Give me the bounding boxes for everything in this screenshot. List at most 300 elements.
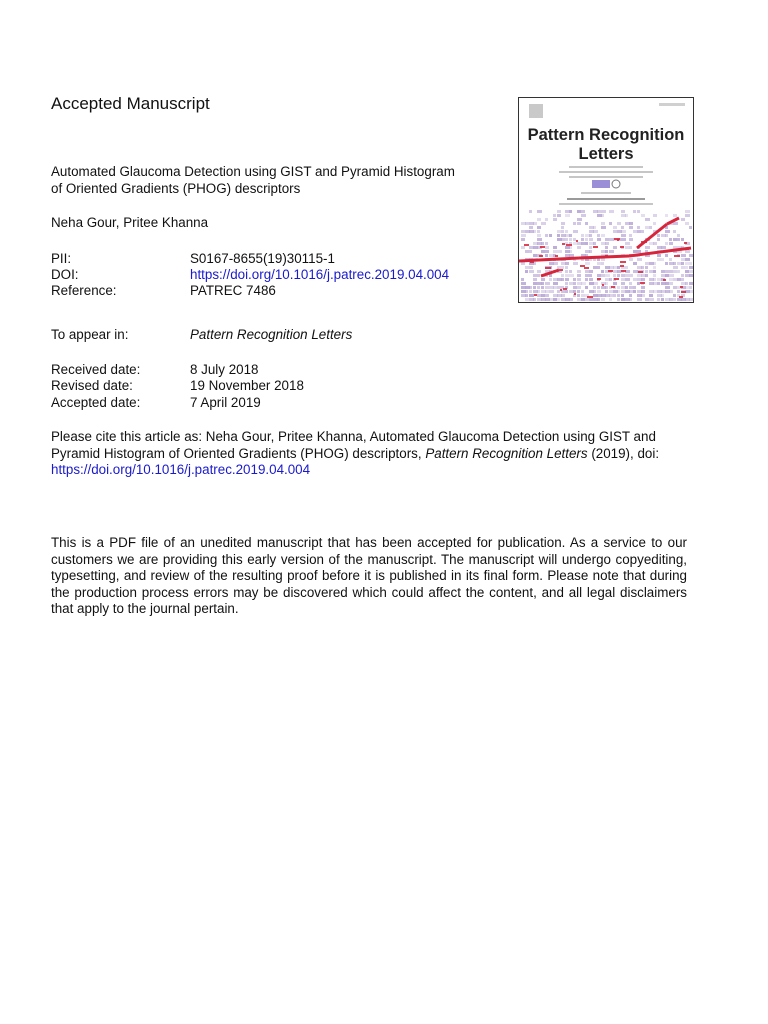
cover-red-speck xyxy=(602,284,604,286)
cover-pattern-cell xyxy=(585,298,589,301)
received-date-label: Received date: xyxy=(51,362,141,377)
cover-pattern-cell xyxy=(653,262,656,265)
cover-pattern-cell xyxy=(521,278,524,281)
cover-red-speck xyxy=(679,296,683,298)
cover-red-speck xyxy=(621,270,626,272)
cover-pattern-cell xyxy=(681,218,685,221)
cover-pattern-cell xyxy=(673,230,676,233)
cover-pattern-cell xyxy=(525,222,529,225)
cover-pattern-cell xyxy=(549,234,552,237)
cover-red-speck xyxy=(640,282,645,284)
cover-red-speck xyxy=(614,278,619,280)
cover-pattern-cell xyxy=(645,266,648,269)
cover-pattern-cell xyxy=(641,286,645,289)
cover-pattern-cell xyxy=(625,242,630,245)
reference-label: Reference: xyxy=(51,283,117,298)
cover-pattern-cell xyxy=(545,294,549,297)
cover-pattern-cell xyxy=(661,270,665,273)
cover-pattern-cell xyxy=(633,210,636,213)
cover-pattern-cell xyxy=(521,230,525,233)
cover-pattern-cell xyxy=(565,270,568,273)
cover-pattern-cell xyxy=(581,282,586,285)
cover-pattern-cell xyxy=(577,286,581,289)
cover-pattern-cell xyxy=(585,262,590,265)
cover-pattern-cell xyxy=(569,246,572,249)
journal-cover-image xyxy=(518,97,694,303)
cover-red-speck xyxy=(620,246,624,248)
cover-pattern-cell xyxy=(653,290,657,293)
cover-pattern-cell xyxy=(645,298,649,301)
cover-pattern-cell xyxy=(653,278,656,281)
cover-pattern-cell xyxy=(573,282,576,285)
cover-red-speck xyxy=(605,255,608,257)
pii-value: S0167-8655(19)30115-1 xyxy=(190,251,335,266)
cover-pattern-cell xyxy=(629,234,632,237)
cover-pattern-cell xyxy=(537,274,540,277)
cover-pattern-cell xyxy=(569,282,573,285)
cover-pattern-cell xyxy=(613,282,617,285)
cover-red-speck xyxy=(562,243,565,245)
cover-pattern-cell xyxy=(633,278,637,281)
cover-pattern-cell xyxy=(685,210,690,213)
cover-pattern-cell xyxy=(593,242,596,245)
cover-pattern-cell xyxy=(525,298,529,301)
cover-red-stroke xyxy=(579,256,629,258)
cover-red-speck xyxy=(620,265,624,267)
cover-pattern-cell xyxy=(545,242,548,245)
cover-pattern-cell xyxy=(677,270,680,273)
cover-pattern-cell xyxy=(533,222,537,225)
cover-pattern-cell xyxy=(677,234,680,237)
cover-pattern-cell xyxy=(581,214,586,217)
society-logo-ring xyxy=(612,180,620,188)
cover-pattern-cell xyxy=(629,258,633,261)
reference-row xyxy=(51,283,511,300)
cover-pattern-cell xyxy=(681,258,685,261)
cover-pattern-cell xyxy=(637,250,641,253)
cover-pattern-cell xyxy=(553,214,556,217)
cover-pattern-cell xyxy=(577,278,581,281)
cover-pattern-cell xyxy=(689,266,693,269)
cover-pattern-art xyxy=(519,210,693,301)
cover-pattern-cell xyxy=(593,286,596,289)
cover-red-speck xyxy=(563,288,567,290)
cover-pattern-cell xyxy=(569,254,574,257)
cover-pattern-cell xyxy=(569,210,572,213)
cover-pattern-cell xyxy=(661,246,666,249)
cover-pattern-cell xyxy=(577,294,580,297)
cover-pattern-cell xyxy=(573,290,576,293)
doi-row xyxy=(51,267,511,284)
cover-pattern-cell xyxy=(581,290,584,293)
cover-pattern-cell xyxy=(669,298,673,301)
cover-pattern-cell xyxy=(585,278,588,281)
cover-pattern-cell xyxy=(621,234,626,237)
cover-pattern-cell xyxy=(577,290,580,293)
cover-pattern-cell xyxy=(529,250,532,253)
cover-pattern-cell xyxy=(565,290,568,293)
cover-pattern-cell xyxy=(569,250,572,253)
cover-pattern-cell xyxy=(589,246,592,249)
cover-pattern-cell xyxy=(653,266,656,269)
cover-pattern-cell xyxy=(553,286,557,289)
cover-pattern-cell xyxy=(629,246,632,249)
cover-pattern-cell xyxy=(585,270,589,273)
cover-pattern-cell xyxy=(541,286,544,289)
cover-pattern-cell xyxy=(537,210,542,213)
cover-pattern-cell xyxy=(545,282,550,285)
cover-red-speck xyxy=(574,293,576,295)
cover-pattern-cell xyxy=(573,242,577,245)
cover-pattern-cell xyxy=(621,278,625,281)
cover-pattern-cell xyxy=(609,250,614,253)
cover-red-speck xyxy=(681,291,686,293)
cover-pattern-cell xyxy=(605,274,610,277)
cover-pattern-cell xyxy=(673,270,677,273)
cover-pattern-cell xyxy=(601,274,605,277)
cover-pattern-cell xyxy=(529,210,532,213)
cover-pattern-cell xyxy=(649,270,653,273)
cover-pattern-cell xyxy=(553,246,557,249)
cover-pattern-cell xyxy=(589,270,593,273)
cover-pattern-cell xyxy=(529,294,534,297)
cover-pattern-cell xyxy=(609,278,612,281)
cover-pattern-cell xyxy=(537,226,541,229)
cover-pattern-cell xyxy=(665,286,670,289)
cover-pattern-cell xyxy=(541,242,544,245)
cover-pattern-cell xyxy=(545,254,548,257)
cover-pattern-cell xyxy=(685,214,690,217)
cover-pattern-cell xyxy=(561,230,564,233)
cover-red-speck xyxy=(684,242,687,244)
cover-pattern-cell xyxy=(545,250,549,253)
cover-pattern-cell xyxy=(533,230,536,233)
cover-red-speck xyxy=(580,265,585,267)
cover-pattern-cell xyxy=(629,294,632,297)
cover-pattern-cell xyxy=(565,230,568,233)
cover-red-speck xyxy=(597,278,601,280)
cover-pattern-cell xyxy=(657,298,660,301)
cover-pattern-cell xyxy=(669,242,673,245)
cover-pattern-cell xyxy=(645,246,650,249)
cover-pattern-cell xyxy=(681,274,684,277)
cover-pattern-cell xyxy=(521,282,526,285)
cover-pattern-cell xyxy=(673,294,676,297)
cover-pattern-cell xyxy=(581,298,585,301)
cover-pattern-cell xyxy=(653,274,656,277)
cover-red-speck xyxy=(576,240,578,242)
cover-pattern-cell xyxy=(673,262,676,265)
accepted-manuscript-heading: Accepted Manuscript xyxy=(51,94,210,113)
cover-pattern-cell xyxy=(565,274,569,277)
citation-text: Please cite this article as: Neha Gour, Pritee Khanna, Automated Glaucoma Detection using GIST and Pyramid Histogram of Oriented Gradients (PHOG) descriptors, xyxy=(51,429,656,461)
cover-pattern-cell xyxy=(573,278,576,281)
cover-pattern-cell xyxy=(637,282,640,285)
cover-pattern-cell xyxy=(617,286,620,289)
cover-pattern-cell xyxy=(613,230,617,233)
article-title-line-1: Automated Glaucoma Detection using GIST and Pyramid Histogram xyxy=(51,164,455,179)
accepted-date-value: 7 April 2019 xyxy=(190,395,261,410)
cover-pattern-cell xyxy=(601,234,605,237)
cover-pattern-cell xyxy=(541,250,545,253)
cover-pattern-cell xyxy=(609,210,614,213)
cover-journal-title-line-1: Pattern Recognition xyxy=(527,126,685,144)
cover-red-speck xyxy=(560,289,562,291)
cover-pattern-cell xyxy=(669,258,672,261)
cover-red-speck xyxy=(566,244,572,246)
disclaimer-paragraph: This is a PDF file of an unedited manuscript that has been accepted for publication. As a service to our customers we are providing this early version of the manuscript. The manuscript will undergo copyediting, typesetting, and review of the resulting proof before it is published in its final form. Please note that during the production process errors may be discovered which could affect the content, and all legal disclaimers that apply to the journal pertain. xyxy=(51,535,687,616)
revised-date-value: 19 November 2018 xyxy=(190,378,304,393)
cover-pattern-cell xyxy=(621,282,625,285)
cover-pattern-cell xyxy=(537,286,540,289)
cover-pattern-cell xyxy=(525,290,528,293)
cover-pattern-cell xyxy=(569,298,573,301)
cover-pattern-cell xyxy=(625,214,628,217)
cover-pattern-cell xyxy=(689,298,693,301)
issn-mark xyxy=(659,103,685,106)
cover-pattern-cell xyxy=(617,266,620,269)
cover-pattern-cell xyxy=(545,234,548,237)
cover-pattern-cell xyxy=(561,278,564,281)
cover-pattern-cell xyxy=(557,214,561,217)
accepted-date-row xyxy=(51,395,511,412)
cover-pattern-cell xyxy=(589,234,592,237)
cover-pattern-cell xyxy=(597,234,600,237)
cover-pattern-cell xyxy=(641,266,644,269)
cover-pattern-cell xyxy=(529,226,533,229)
cover-pattern-cell xyxy=(653,270,656,273)
cover-pattern-cell xyxy=(617,290,620,293)
cover-pattern-cell xyxy=(609,222,612,225)
cover-red-speck xyxy=(663,279,666,281)
cover-pattern-cell xyxy=(605,286,608,289)
cover-special-issue-line xyxy=(581,192,631,194)
cover-pattern-cell xyxy=(689,262,692,265)
cover-pattern-cell xyxy=(557,210,561,213)
cover-pattern-cell xyxy=(689,282,693,285)
cover-pattern-cell xyxy=(613,226,617,229)
cover-pattern-cell xyxy=(565,214,570,217)
cover-pattern-cell xyxy=(557,290,560,293)
cover-pattern-cell xyxy=(537,238,542,241)
cover-pattern-cell xyxy=(621,210,625,213)
cover-red-speck xyxy=(539,255,543,257)
cover-pattern-cell xyxy=(645,262,649,265)
cover-pattern-cell xyxy=(633,250,637,253)
cover-pattern-cell xyxy=(669,238,672,241)
cover-pattern-cell xyxy=(601,210,606,213)
received-date-value: 8 July 2018 xyxy=(190,362,259,377)
cover-pattern-cell xyxy=(529,286,532,289)
cover-red-speck xyxy=(540,246,545,248)
cover-pattern-cell xyxy=(681,266,685,269)
cover-pattern-cell xyxy=(677,290,680,293)
cover-pattern-cell xyxy=(585,238,588,241)
cover-pattern-cell xyxy=(613,294,616,297)
cover-pattern-cell xyxy=(537,290,540,293)
cover-pattern-cell xyxy=(573,230,578,233)
cover-pattern-cell xyxy=(637,210,640,213)
cover-pattern-cell xyxy=(649,294,653,297)
cover-pattern-cell xyxy=(601,262,604,265)
cover-pattern-cell xyxy=(529,270,534,273)
cover-pattern-cell xyxy=(561,238,565,241)
cover-red-speck xyxy=(680,286,683,288)
cover-pattern-cell xyxy=(685,222,689,225)
cover-pattern-cell xyxy=(685,270,689,273)
cover-pattern-cell xyxy=(665,262,668,265)
cover-pattern-cell xyxy=(593,230,598,233)
cover-pattern-cell xyxy=(629,298,632,301)
cover-pattern-cell xyxy=(649,298,654,301)
cover-pattern-cell xyxy=(577,222,581,225)
cover-pattern-cell xyxy=(689,290,693,293)
cover-pattern-cell xyxy=(589,274,592,277)
cover-pattern-cell xyxy=(597,266,600,269)
cover-red-speck xyxy=(534,294,537,296)
cover-pattern-cell xyxy=(541,278,545,281)
cover-pattern-cell xyxy=(573,262,578,265)
cover-pattern-cell xyxy=(685,286,689,289)
cover-pattern-cell xyxy=(653,282,657,285)
cover-pattern-cell xyxy=(521,234,526,237)
cover-pattern-cell xyxy=(689,254,693,257)
cover-pattern-cell xyxy=(537,234,541,237)
cover-pattern-cell xyxy=(565,238,568,241)
cover-pattern-cell xyxy=(673,286,677,289)
cover-pattern-cell xyxy=(685,258,690,261)
cover-pattern-cell xyxy=(665,254,668,257)
cover-subtitle-line xyxy=(569,166,643,168)
cover-pattern-cell xyxy=(669,274,674,277)
cover-pattern-cell xyxy=(617,294,620,297)
cover-pattern-cell xyxy=(521,262,525,265)
accepted-date-label: Accepted date: xyxy=(51,395,141,410)
cover-pattern-cell xyxy=(589,298,593,301)
cover-pattern-cell xyxy=(601,298,605,301)
cover-pattern-cell xyxy=(549,278,552,281)
cover-pattern-cell xyxy=(565,266,568,269)
cover-pattern-cell xyxy=(521,238,525,241)
citation-doi-link[interactable]: https://doi.org/10.1016/j.patrec.2019.04.004 xyxy=(51,462,311,477)
cover-red-speck xyxy=(545,267,551,269)
cover-pattern-cell xyxy=(681,254,686,257)
cover-pattern-cell xyxy=(685,262,689,265)
cover-pattern-cell xyxy=(617,222,621,225)
cover-pattern-cell xyxy=(605,246,608,249)
cover-pattern-cell xyxy=(573,286,577,289)
journal-cover-graphic xyxy=(519,98,693,302)
reference-value: PATREC 7486 xyxy=(190,283,276,298)
cover-pattern-cell xyxy=(669,282,673,285)
cover-pattern-cell xyxy=(581,210,585,213)
cover-pattern-cell xyxy=(629,286,633,289)
cover-pattern-cell xyxy=(629,222,633,225)
cover-pattern-cell xyxy=(605,242,609,245)
cover-pattern-cell xyxy=(657,254,661,257)
cover-pattern-cell xyxy=(561,274,564,277)
cover-pattern-cell xyxy=(621,226,624,229)
cover-pattern-cell xyxy=(601,222,605,225)
cover-red-speck xyxy=(559,269,563,271)
cover-pattern-cell xyxy=(653,214,657,217)
cover-pattern-cell xyxy=(657,238,660,241)
cover-pattern-cell xyxy=(605,238,609,241)
cover-pattern-cell xyxy=(669,278,673,281)
cover-pattern-cell xyxy=(653,242,657,245)
cover-pattern-cell xyxy=(609,294,613,297)
cover-pattern-cell xyxy=(597,210,601,213)
citation-year: (2019), doi: xyxy=(587,445,660,461)
cover-pattern-cell xyxy=(593,266,597,269)
cover-pattern-cell xyxy=(585,222,588,225)
cover-pattern-cell xyxy=(609,290,613,293)
cover-pattern-cell xyxy=(577,246,581,249)
cover-pattern-cell xyxy=(633,286,636,289)
cover-pattern-cell xyxy=(629,274,633,277)
cover-pattern-cell xyxy=(645,226,649,229)
cover-red-speck xyxy=(593,246,598,248)
cover-pattern-cell xyxy=(617,274,620,277)
cover-pattern-cell xyxy=(661,294,664,297)
article-title-line-2: of Oriented Gradients (PHOG) descriptors xyxy=(51,180,301,196)
cover-pattern-cell xyxy=(601,214,604,217)
doi-link[interactable]: https://doi.org/10.1016/j.patrec.2019.04.004 xyxy=(190,267,450,282)
cover-pattern-cell xyxy=(569,238,572,241)
cover-pattern-cell xyxy=(545,286,549,289)
cover-pattern-cell xyxy=(529,266,533,269)
cover-pattern-cell xyxy=(601,226,606,229)
cover-pattern-cell xyxy=(541,222,546,225)
cover-special-issue-line xyxy=(559,203,653,205)
cover-pattern-cell xyxy=(569,274,574,277)
cover-pattern-cell xyxy=(565,262,569,265)
cover-red-speck xyxy=(530,261,534,263)
cover-pattern-cell xyxy=(589,278,593,281)
cover-pattern-cell xyxy=(541,282,544,285)
cover-red-speck xyxy=(638,271,643,273)
cover-pattern-cell xyxy=(617,270,621,273)
cover-pattern-cell xyxy=(669,270,673,273)
cover-pattern-cell xyxy=(601,270,604,273)
cover-pattern-cell xyxy=(545,218,548,221)
cover-pattern-cell xyxy=(605,282,608,285)
cover-pattern-cell xyxy=(585,242,588,245)
cover-pattern-cell xyxy=(657,234,660,237)
cover-pattern-cell xyxy=(557,266,561,269)
cover-pattern-cell xyxy=(641,214,645,217)
cover-pattern-cell xyxy=(597,286,600,289)
cover-pattern-cell xyxy=(533,286,536,289)
pii-label: PII: xyxy=(51,251,72,266)
cover-pattern-cell xyxy=(645,274,648,277)
cover-pattern-cell xyxy=(641,278,645,281)
cover-pattern-cell xyxy=(665,214,668,217)
cover-pattern-cell xyxy=(533,298,536,301)
to-appear-journal: Pattern Recognition Letters xyxy=(190,327,353,342)
cover-pattern-cell xyxy=(561,266,564,269)
cover-pattern-cell xyxy=(685,266,688,269)
cover-pattern-cell xyxy=(617,298,620,301)
cover-red-speck xyxy=(587,296,593,298)
pii-row xyxy=(51,251,511,268)
cover-pattern-cell xyxy=(621,238,626,241)
cover-pattern-cell xyxy=(553,298,557,301)
society-logo xyxy=(592,180,610,188)
cover-pattern-cell xyxy=(669,290,673,293)
cover-pattern-cell xyxy=(637,226,640,229)
citation-paragraph xyxy=(51,429,691,479)
